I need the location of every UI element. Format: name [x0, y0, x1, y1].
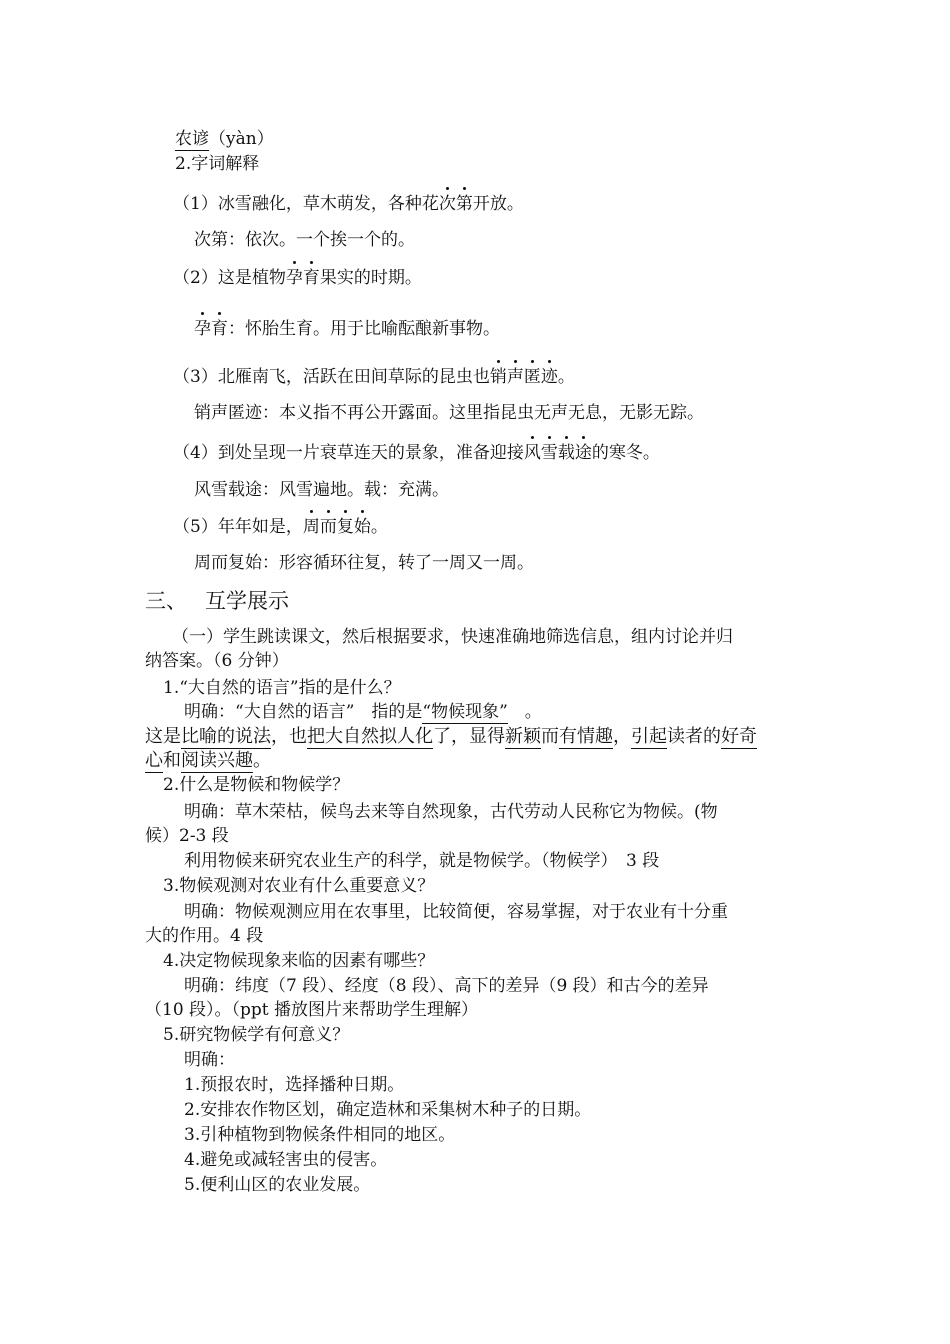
dotted-char: 迹 [540, 367, 558, 387]
underlined-run: 有情趣 [559, 726, 613, 747]
answer-2-line-1: 明确：草木荣枯，候鸟去来等自然现象，古代劳动人民称它为物候。(物 [184, 802, 718, 822]
answer-4-line-1: 明确：纬度（7 段）、经度（8 段）、高下的差异（9 段）和古今的差异 [184, 976, 709, 996]
underlined-run: 新颖 [505, 726, 541, 747]
vocab-num: （1） [173, 194, 218, 214]
answer-3-line-2: 大的作用。4 段 [145, 926, 264, 946]
vocab-def: 风雪遍地。载：充满。 [279, 480, 449, 500]
text-run: 和 [163, 750, 181, 771]
vocab-term: 风雪载途 [194, 480, 262, 500]
dotted-char: 匿 [523, 367, 541, 387]
dotted-char: 孕 [285, 268, 303, 288]
vocab-num: （2） [173, 268, 218, 288]
explanation-line-2 [145, 750, 271, 772]
vocab-post: 。 [370, 517, 388, 537]
vocab-post: 的寒冬。 [591, 443, 660, 463]
question-5: 5.研究物候学有何意义？ [163, 1025, 350, 1045]
vocab-post: 果实的时期。 [319, 268, 422, 288]
vocab-sentence-3 [173, 366, 575, 388]
question-1: 1.“大自然的语言”指的是什么？ [163, 678, 401, 698]
vocab-pre: 北雁南飞，活跃在田间草际的昆虫也 [217, 367, 490, 387]
vocab-sentence-2 [173, 267, 422, 289]
dotted-char: 始 [353, 517, 371, 537]
question-2: 2.什么是物候和物候学？ [163, 775, 350, 795]
vocab-sep: ： [228, 319, 245, 339]
intro-line-2: 纳答案。（6 分钟） [145, 651, 289, 671]
dotted-char: 育 [211, 319, 228, 339]
vocab-definition-2 [194, 318, 500, 340]
vocab-def: 怀胎生育。用于比喻酝酿新事物。 [245, 319, 500, 339]
dotted-char: 途 [574, 443, 592, 463]
list-item: 5.便利山区的农业发展。 [184, 1175, 371, 1195]
explanation-line-1 [145, 726, 757, 748]
answer-5-label: 明确： [184, 1050, 235, 1070]
dotted-char: 雪 [540, 443, 558, 463]
vocab-pre: 年年如是， [217, 517, 303, 537]
text-run: 这是 [145, 726, 181, 747]
dotted-char: 次 [438, 194, 456, 214]
vocab-sep: ： [262, 403, 279, 423]
section-heading [145, 588, 289, 614]
answer-4-line-2: （10 段）。（ppt 播放图片来帮助学生理解） [145, 1000, 479, 1020]
answer-text: 明确：“大自然的语言” 指的是 [184, 702, 423, 722]
dotted-char: 风 [523, 443, 541, 463]
answer-1 [184, 701, 542, 723]
list-item: 2.安排农作物区划，确定造林和采集树木种子的日期。 [184, 1100, 592, 1120]
answer-2-line-3: 利用物候来研究农业生产的科学，就是物候学。（物候学） 3 段 [184, 851, 660, 871]
text-run: ， [613, 726, 631, 747]
vocab-definition-5 [194, 552, 534, 574]
dotted-char: 育 [302, 268, 320, 288]
dotted-char: 声 [506, 367, 524, 387]
list-item: 4.避免或减轻害虫的侵害。 [184, 1150, 388, 1170]
underlined-run: 好奇 [721, 726, 757, 747]
vocab-sep: ： [228, 230, 245, 250]
vocab-sep: ： [262, 480, 279, 500]
vocab-num: （4） [173, 443, 218, 463]
vocab-num: （5） [173, 517, 218, 537]
answer-2-line-2: 候）2-3 段 [145, 826, 229, 846]
vocab-def: 本义指不再公开露面。这里指昆虫无声无息，无影无踪。 [279, 403, 704, 423]
vocab-term: 销声匿迹 [194, 403, 262, 423]
text-run: 了，显得 [433, 726, 505, 747]
pinyin-reading: （yàn） [209, 129, 274, 149]
text-run: ，也 [271, 726, 307, 747]
underlined-run: 把大自然拟人化 [307, 726, 433, 747]
vocab-definition-1 [194, 229, 415, 251]
pinyin-line [175, 128, 274, 150]
dotted-char: 孕 [194, 319, 211, 339]
dotted-char: 而 [319, 517, 337, 537]
dotted-char: 复 [336, 517, 354, 537]
vocab-def: 依次。一个挨一个的。 [245, 230, 415, 250]
text-run: 。 [253, 750, 271, 771]
vocab-term: 周而复始 [194, 553, 262, 573]
vocab-definition-3 [194, 402, 704, 424]
vocab-sentence-1 [173, 193, 524, 215]
vocab-sep: ： [262, 553, 279, 573]
question-4: 4.决定物候现象来临的因素有哪些？ [163, 951, 435, 971]
vocab-post: 。 [557, 367, 575, 387]
intro-line-1: （一）学生跳读课文，然后根据要求，快速准确地筛选信息，组内讨论并归 [172, 627, 733, 647]
vocab-post: 开放。 [472, 194, 524, 214]
question-3: 3.物候观测对农业有什么重要意义？ [163, 876, 435, 896]
list-item: 1.预报农时，选择播种日期。 [184, 1075, 405, 1095]
vocab-definition-4 [194, 479, 449, 501]
vocab-pre: 到处呈现一片衰草连天的景象，准备迎接 [217, 443, 524, 463]
section-number: 三、 [145, 589, 187, 613]
dotted-char: 销 [489, 367, 507, 387]
dotted-char: 载 [557, 443, 575, 463]
underlined-run: 比喻的说法 [181, 726, 271, 747]
vocab-title: 2.字词解释 [175, 154, 260, 174]
text-run: 而 [541, 726, 559, 747]
dotted-char: 第 [455, 194, 473, 214]
vocab-sentence-4 [173, 442, 660, 464]
underlined-run: 阅读兴趣 [181, 750, 253, 771]
text-run: 读者的 [667, 726, 721, 747]
answer-end: 。 [507, 702, 542, 722]
vocab-pre: 这是植物 [217, 268, 286, 288]
pinyin-word: 农谚 [175, 129, 209, 149]
section-title: 互学展示 [205, 589, 289, 613]
vocab-sentence-5 [173, 516, 388, 538]
vocab-num: （3） [173, 367, 218, 387]
vocab-term: 次第 [194, 230, 228, 250]
dotted-char: 周 [302, 517, 320, 537]
vocab-def: 形容循环往复，转了一周又一周。 [279, 553, 534, 573]
answer-3-line-1: 明确：物候观测应用在农事里，比较简便，容易掌握，对于农业有十分重 [184, 902, 728, 922]
underlined-answer: “物候现象” [422, 702, 508, 722]
vocab-pre: 冰雪融化，草木萌发，各种花 [217, 194, 439, 214]
underlined-run: 引起 [631, 726, 667, 747]
list-item: 3.引种植物到物候条件相同的地区。 [184, 1125, 456, 1145]
underlined-run: 心 [145, 750, 163, 771]
